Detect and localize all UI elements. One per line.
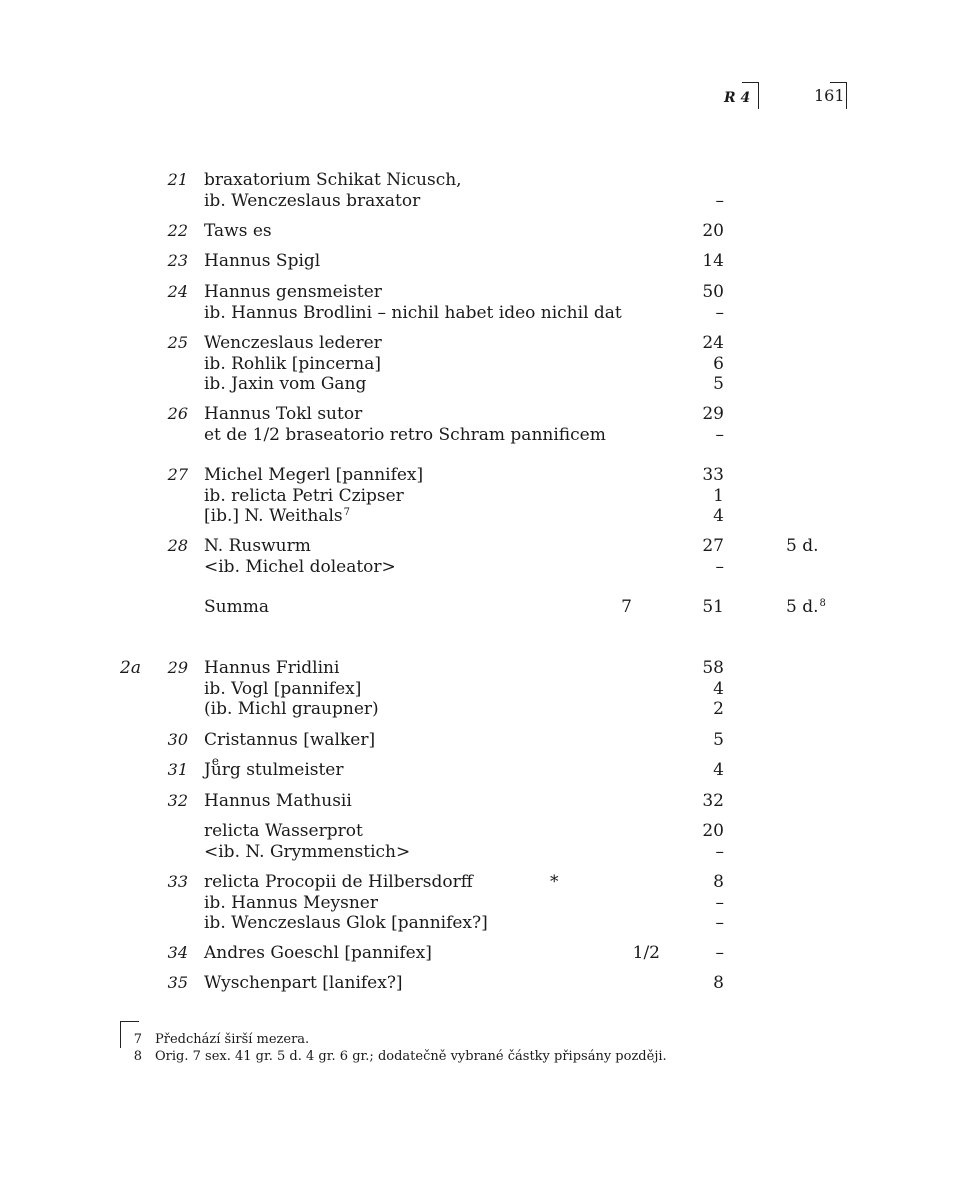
entry-number: 22: [167, 221, 188, 240]
footnote-ref: 7: [343, 507, 351, 518]
entry-text: [204, 730, 375, 751]
footnote-text: Orig. 7 sex. 41 gr. 5 d. 4 gr. 6 gr.; dodatečně vybrané částky připsány později.: [155, 1049, 667, 1064]
entry-number: 23: [167, 251, 188, 270]
entry: [0, 251, 960, 272]
text-value: N. Ruswurm: [204, 536, 311, 556]
entry-line: [0, 730, 960, 751]
amount-c3: –: [715, 892, 724, 913]
text-value: Taws es: [204, 221, 272, 241]
amount-c3: 29: [702, 404, 724, 424]
entry-line: [0, 557, 960, 578]
entry-text: [204, 943, 432, 964]
entry-number: 35: [167, 973, 188, 992]
entry-line: [0, 221, 960, 242]
text-value: (ib. Michl graupner): [204, 699, 379, 719]
amount-c1: 7: [621, 597, 632, 617]
text-value: Summa: [204, 597, 269, 617]
text-value: ib. Wenczeslaus Glok [pannifex?]: [204, 913, 488, 933]
entry-line: [0, 251, 960, 272]
entry-number: 33: [167, 872, 188, 891]
entry-line: [0, 170, 960, 191]
amount-c3: 5: [713, 730, 724, 750]
entry-number: 34: [167, 943, 188, 962]
margin-note: 2a: [120, 658, 141, 678]
footnote-text: Předchází širší mezera.: [155, 1032, 310, 1047]
amount-c3: 14: [702, 251, 724, 271]
text-value: Wenczeslaus lederer: [204, 333, 382, 353]
amount-c4: [786, 536, 819, 557]
amount-c3: 51: [702, 597, 724, 617]
entry-number: 30: [167, 730, 188, 749]
amount-c3: 4: [713, 760, 724, 780]
amount-c3: 58: [702, 658, 724, 678]
entry-line: [0, 760, 960, 781]
text-value: et de 1/2 braseatorio retro Schram pannificem: [204, 424, 606, 445]
text-value: ib. Hannus Brodlini – nichil habet ideo nichil dat: [204, 302, 622, 323]
entry: [0, 791, 960, 812]
entry-line: [0, 679, 960, 700]
entry: [0, 404, 960, 445]
amount-c3: –: [715, 943, 724, 963]
entry-text: [204, 597, 269, 618]
entry-text: [204, 536, 311, 557]
entry-number: 26: [167, 404, 188, 423]
entry-line: [0, 913, 960, 934]
text-value: Andres Goeschl [pannifex]: [204, 943, 432, 963]
entry-line: [0, 486, 960, 507]
corner-mark: [830, 82, 847, 109]
entry-line: [0, 893, 960, 914]
entry-text: [204, 893, 378, 914]
entry-line: [0, 282, 960, 303]
footnote-number: 8: [133, 1049, 142, 1064]
entry-text: [204, 872, 473, 893]
text-value: Hannus gensmeister: [204, 282, 382, 302]
amount-c3: 8: [713, 973, 724, 993]
entry-line: [0, 536, 960, 557]
footnote-number: 7: [133, 1032, 142, 1047]
entry-number: 25: [167, 333, 188, 352]
entry-number: 24: [167, 282, 188, 301]
superscript-e-letter: e u: [211, 760, 222, 781]
amount-c3: 4: [713, 506, 724, 526]
text-value: ib. Wenczeslaus braxator: [204, 190, 421, 211]
entry-line: [0, 374, 960, 395]
amount-c3: –: [715, 424, 724, 445]
entry-number: 21: [167, 170, 188, 189]
corner-mark: [742, 82, 759, 109]
entry: [0, 872, 960, 934]
entry-line: [0, 791, 960, 812]
entry-text: [204, 973, 403, 994]
entry-number: 31: [167, 760, 188, 779]
entry-text: [204, 699, 379, 720]
entry-text: [204, 251, 320, 272]
entry-text: [204, 760, 344, 781]
amount-c3: 4: [713, 678, 724, 699]
page-number: 161: [814, 86, 845, 105]
text-value: Michel Megerl [pannifex]: [204, 465, 424, 485]
amount-c3: 24: [702, 333, 724, 353]
text-value: Hannus Mathusii: [204, 791, 352, 811]
entry-text: [204, 170, 462, 191]
amount-c3: –: [715, 302, 724, 323]
entry: [0, 170, 960, 211]
text-value: ib. Hannus Meysner: [204, 892, 378, 913]
entry-line: [0, 821, 960, 842]
amount-c3: 27: [702, 536, 724, 556]
text-value: [ib.] N. Weithals: [204, 506, 343, 526]
entry: [0, 973, 960, 994]
entry-line: [0, 943, 960, 964]
entry-text: [204, 374, 366, 395]
amount-c4: [786, 597, 826, 621]
text-value: Hannus Tokl sutor: [204, 404, 363, 424]
entry: [0, 730, 960, 751]
amount-c3: –: [715, 841, 724, 862]
entry-line: [0, 425, 960, 446]
text-rest: rg stulmeister: [221, 760, 344, 780]
entry-line: [0, 842, 960, 863]
entry-line: [0, 303, 960, 324]
amount-c3: 32: [702, 791, 724, 811]
text-value: relicta Wasserprot: [204, 821, 363, 841]
entry-number: 27: [167, 465, 188, 484]
amount-c3: 1: [713, 485, 724, 506]
entry: [0, 760, 960, 781]
entry-line: [0, 597, 960, 618]
amount-c3: –: [715, 556, 724, 577]
entry-line: [0, 506, 960, 527]
text-value: Cristannus [walker]: [204, 730, 376, 750]
text-value: Hannus Spigl: [204, 251, 321, 271]
asterisk-mark: *: [550, 872, 559, 892]
entry-text: [204, 842, 410, 863]
entry: [0, 282, 960, 323]
text-value: Hannus Fridlini: [204, 658, 340, 678]
entry: [0, 333, 960, 395]
text-value: <ib. N. Grymmenstich>: [204, 841, 411, 862]
amount-value: 5 d.: [786, 597, 819, 617]
entry-number: 28: [167, 536, 188, 555]
entry: [0, 821, 960, 862]
amount-c3: 6: [713, 353, 724, 374]
text-value: Wyschenpart [lanifex?]: [204, 973, 403, 993]
amount-c3: 8: [713, 872, 724, 892]
amount-value: 5 d.: [786, 536, 819, 556]
entry-text: [204, 791, 352, 812]
entry: [0, 536, 960, 577]
amount-c3: 5: [713, 374, 724, 394]
entry-text: [204, 679, 361, 700]
entry-text: [204, 425, 606, 446]
text-value: ib. relicta Petri Czipser: [204, 485, 404, 506]
text-value: ib. Rohlik [pincerna]: [204, 353, 382, 374]
entry-text: [204, 354, 381, 375]
entry-line: [0, 872, 960, 893]
entry-text: [204, 303, 622, 324]
entry: [0, 465, 960, 527]
entry: [0, 597, 960, 618]
entry-line: [0, 191, 960, 212]
entry-text: [204, 221, 272, 242]
section-code: R 4: [724, 90, 751, 106]
entry-text: [204, 465, 423, 486]
amount-c3: 20: [702, 221, 724, 241]
entry-number: 29: [167, 658, 188, 677]
entry-text: [204, 486, 404, 507]
amount-c3: 20: [702, 821, 724, 841]
amount-c3: 33: [702, 465, 724, 485]
amount-c3: –: [715, 190, 724, 211]
amount-c2: 1/2: [632, 943, 660, 963]
entry-line: [0, 973, 960, 994]
entry-line: [0, 658, 960, 679]
entry-text: [204, 658, 339, 679]
amount-c3: 50: [702, 282, 724, 302]
entry-text: [204, 333, 382, 354]
text-value: ib. Vogl [pannifex]: [204, 678, 362, 699]
entry-number: 32: [167, 791, 188, 810]
entry-line: [0, 333, 960, 354]
entry-line: [0, 354, 960, 375]
text-value: relicta Procopii de Hilbersdorff: [204, 872, 473, 892]
text-value: braxatorium Schikat Nicusch,: [204, 170, 462, 190]
amount-c3: 2: [713, 699, 724, 719]
text-value: ib. Jaxin vom Gang: [204, 374, 367, 394]
entry-text: [204, 506, 350, 530]
entry-text: [204, 557, 396, 578]
footnote-ref: 8: [819, 598, 826, 609]
entry-text: [204, 821, 363, 842]
entry-line: [0, 465, 960, 486]
entry: [0, 943, 960, 964]
entry-line: [0, 404, 960, 425]
entry-text: [204, 191, 420, 212]
entry: [0, 658, 960, 720]
entry-text: [204, 282, 382, 303]
amount-c3: –: [715, 913, 724, 933]
text-prefix: J: [204, 760, 211, 780]
entry-text: [204, 404, 362, 425]
entry: [0, 221, 960, 242]
entry-line: [0, 699, 960, 720]
entry-text: [204, 913, 488, 934]
text-value: <ib. Michel doleator>: [204, 556, 396, 577]
